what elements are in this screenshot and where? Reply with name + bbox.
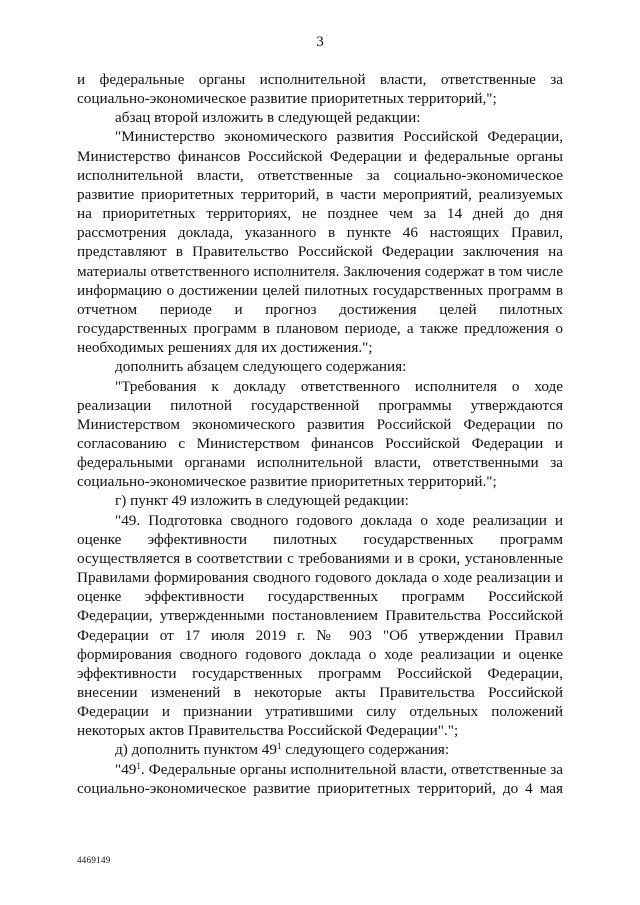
paragraph-49-1	[77, 760, 563, 798]
paragraph-49-1-after: . Федеральные органы исполнительной власти, ответственные за социально-экономическое развитие приоритетных территорий, до 4 мая	[77, 760, 563, 797]
paragraph: "Министерство экономического развития Российской Федерации, Министерство финансов Российской Федерации и федеральные органы исполнительной власти, ответственные за социально-экономическое развитие приоритетных территорий, в части мероприятий, реализуемых на приоритетных территориях, не позднее чем за 14 дней до дня рассмотрения доклада, указанного в пункте 46 настоящих Правил, представляют в Правительство Российской Федерации заключения на материалы ответственного исполнителя. Заключения содержат в том числе информацию о достижении целей пилотных государственных программ в отчетном периоде и прогноз достижения целей пилотных государственных программ в плановом периоде, а также предложения о необходимых решениях для их достижения.";	[77, 128, 563, 357]
superscript: 1	[136, 760, 141, 771]
paragraph: дополнить абзацем следующего содержания:	[115, 358, 407, 376]
paragraph: и федеральные органы исполнительной власти, ответственные за социально-экономическое развитие приоритетных территорий,";	[77, 71, 563, 108]
paragraph-49-1-before: "49	[115, 760, 137, 778]
paragraph: "49. Подготовка сводного годового доклада о ходе реализации и оценке эффективности пилотных государственных программ осуществляется в соответствии с требованиями и в сроки, установленные Правилами формирования сводного годового доклада о ходе реализации и оценке эффективности государственных программ Российской Федерации, утвержденными постановлением Правительства Российской Федерации от 17 июля 2019 г. № 903 "Об утверждении Правил формирования сводного годового доклада о ходе реализации и оценке эффективности государственных программ Российской Федерации, внесении изменений в некоторые акты Правительства Российской Федерации и признании утратившими силу отдельных положений некоторых актов Правительства Российской Федерации".";	[77, 511, 563, 740]
paragraph: г) пункт 49 изложить в следующей редакции:	[115, 492, 409, 510]
paragraph: "Требования к докладу ответственного исполнителя о ходе реализации пилотной государственной программы утверждаются Министерством экономического развития Российской Федерации по согласованию с Министерством финансов Российской Федерации и федеральными органами исполнительной власти, ответственными за социально-экономическое развитие приоритетных территорий.";	[77, 377, 563, 491]
paragraph-d	[77, 740, 563, 759]
paragraph: абзац второй изложить в следующей редакции:	[115, 109, 421, 127]
paragraph-d-after: следующего содержания:	[281, 741, 450, 759]
document-body	[77, 70, 563, 798]
paragraph-d-before: д) дополнить пунктом 49	[115, 741, 277, 759]
superscript: 1	[276, 741, 282, 752]
document-code: 4469149	[77, 855, 111, 865]
page-number: 3	[316, 34, 324, 50]
